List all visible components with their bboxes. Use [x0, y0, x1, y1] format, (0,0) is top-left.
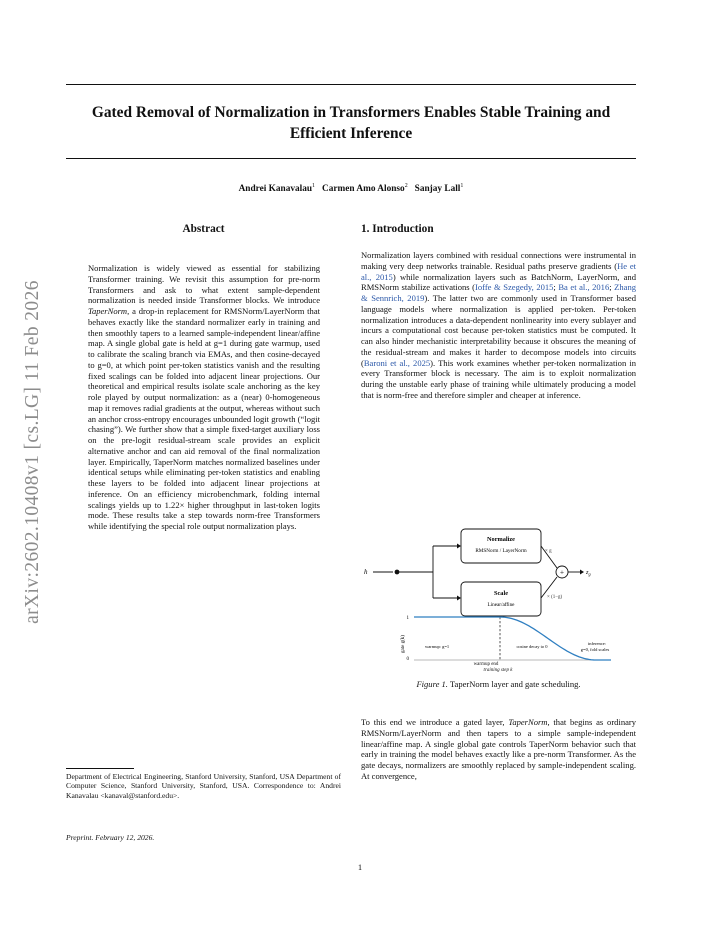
author-name: Carmen Amo Alonso: [322, 184, 405, 195]
abstract-heading: Abstract: [182, 223, 225, 235]
scale-box-title: Scale: [494, 590, 508, 597]
sum-symbol: +: [559, 567, 565, 577]
y-axis-label: gate g(k): [401, 635, 406, 653]
normalize-box-subtitle: RMSNorm / LayerNorm: [475, 548, 527, 554]
y-tick-1: 1: [406, 616, 409, 621]
bottom-branch-arrowhead: [457, 596, 461, 601]
paper-title: Gated Removal of Normalization in Transformers Enables Stable Training and Efficient Inference: [91, 104, 611, 142]
bottom-gate-label: × (1−g): [547, 595, 563, 600]
page-number: 1: [357, 862, 363, 872]
top-branch-arrowhead: [457, 544, 461, 549]
gate-curve: [414, 617, 611, 660]
normalize-box-title: Normalize: [487, 536, 515, 543]
preprint-note: Preprint. February 12, 2026.: [66, 833, 155, 842]
x-axis-tick-warmup-end: warmup end: [473, 662, 499, 667]
section-heading: 1. Introduction: [361, 223, 434, 235]
author-affiliation: 2: [404, 183, 408, 189]
author-affiliation: 1: [460, 183, 464, 189]
output-arrowhead: [580, 570, 584, 575]
scale-box-subtitle: Linear/affine: [487, 602, 515, 608]
top-gate-label: × g: [545, 549, 552, 554]
normalize-box: [461, 529, 541, 563]
abstract-body: Normalization is widely viewed as essential for stabilizing Transformer training. We revisit this assumption for pre-norm Transformers and ask to what extent sample-dependent normalization is needed inside Transformer blocks. We introduce TaperNorm, a drop-in replacement for RMSNorm/LayerNorm that behaves exactly like the standard normalizer early in training and then smoothly tapers to a learned sample-independent linear/affine map. A single global gate is held at g=1 during gate warmup, used to calibrate the scaling branch via EMAs, and then cosine-decayed to g=0, at which point per-token statistics vanish and the resulting fixed scalings can be folded into adjacent linear projections. Our theoretical and empirical results isolate scale anchoring as the key role played by output normalization: as a (near) 0-homogeneous map it removes radial gradients at the output, whereas without such an anchor cross-entropy encourages unbounded logit growth (“logit chasing”). We further show that a simple fixed-target auxiliary loss on the pre-logit residual-stream scale provides an explicit alternative anchor and can aid removal of the final normalization layer. Empirically, TaperNorm matches normalized baselines under identical setups while eliminating per-token statistics and enabling these layers to be folded into adjacent linear projections at inference. On an efficiency microbenchmark, folding internal scalings yields up to 1.22× higher throughput in last-token logits mode. These results take a step towards norm-free Transformers while identifying the special role output normalization plays.: [88, 263, 320, 531]
introduction-paragraph: Normalization layers combined with residual connections were instrumental in making very deep networks trainable. Residual paths preserve gradients (He et al., 2015) while normalization layers such as BatchNorm, LayerNorm, and RMSNorm stabilize activations (Ioffe & Szegedy, 2015; Ba et al., 2016; Zhang & Sennrich, 2019). The latter two are commonly used in Transformer based language models where normalization is applied per-token. Per-token normalization introduces a data-dependent nonlinearity into every sublayer and incurs a computational cost because per-token statistics must be computed. It can also hinder mechanistic interpretability because it obscures the meaning of the residual-stream and makes it harder to decompose models into circuits (Baroni et al., 2025). This work examines whether per-token normalization in every Transformer block is necessary. The aim is to exploit normalization during the unstable early phase of training while ultimately producing a model that is norm-free and therefore simpler and cheaper at inference.: [361, 250, 637, 400]
phase-warmup-label: warmup: g=1: [425, 644, 450, 649]
affiliation-footnote: Department of Electrical Engineering, Stanford University, Stanford, USA Department of Computer Science, Stanford University, Stanford, USA. Correspondence to: Andrei Kanavalau <kanaval@stanford.edu>.: [66, 772, 341, 800]
author-affiliation: 1: [312, 183, 316, 189]
author-name: Andrei Kanavalau: [238, 184, 313, 195]
phase-inference-detail: g=0, fold scales: [580, 647, 610, 652]
introduction-paragraph-2: To this end we introduce a gated layer, TaperNorm, that begins as ordinary RMSNorm/LayerNorm and then tapers to a simple sample-independent linear/affine map. A single global gate controls TaperNorm behavior such that early in training the model behaves exactly like a pre-norm Transformer. As the gate decays, normalizers are smoothly replaced by sample-independent scaling. At convergence,: [361, 717, 637, 781]
author-list: [66, 183, 636, 194]
phase-decay-label: cosine decay to 0: [516, 644, 548, 649]
output-label: $z_g$: [586, 569, 591, 577]
author-name: Sanjay Lall: [414, 184, 461, 195]
phase-inference-label: inference:: [588, 641, 606, 646]
y-tick-0: 0: [406, 657, 409, 661]
title-rule: [66, 158, 636, 159]
input-label: h: [364, 568, 368, 576]
figure-1: [361, 516, 636, 661]
arxiv-identifier: arXiv:2602.10408v1 [cs.LG] 11 Feb 2026: [22, 280, 43, 624]
caption-text: TaperNorm layer and gate scheduling.: [449, 679, 581, 689]
figure-caption: [361, 679, 636, 689]
caption-label: Figure 1.: [416, 679, 448, 689]
top-rule: [66, 84, 636, 85]
footnote-rule: [66, 768, 134, 769]
x-axis-label: training step k: [483, 668, 513, 673]
scale-box: [461, 582, 541, 616]
